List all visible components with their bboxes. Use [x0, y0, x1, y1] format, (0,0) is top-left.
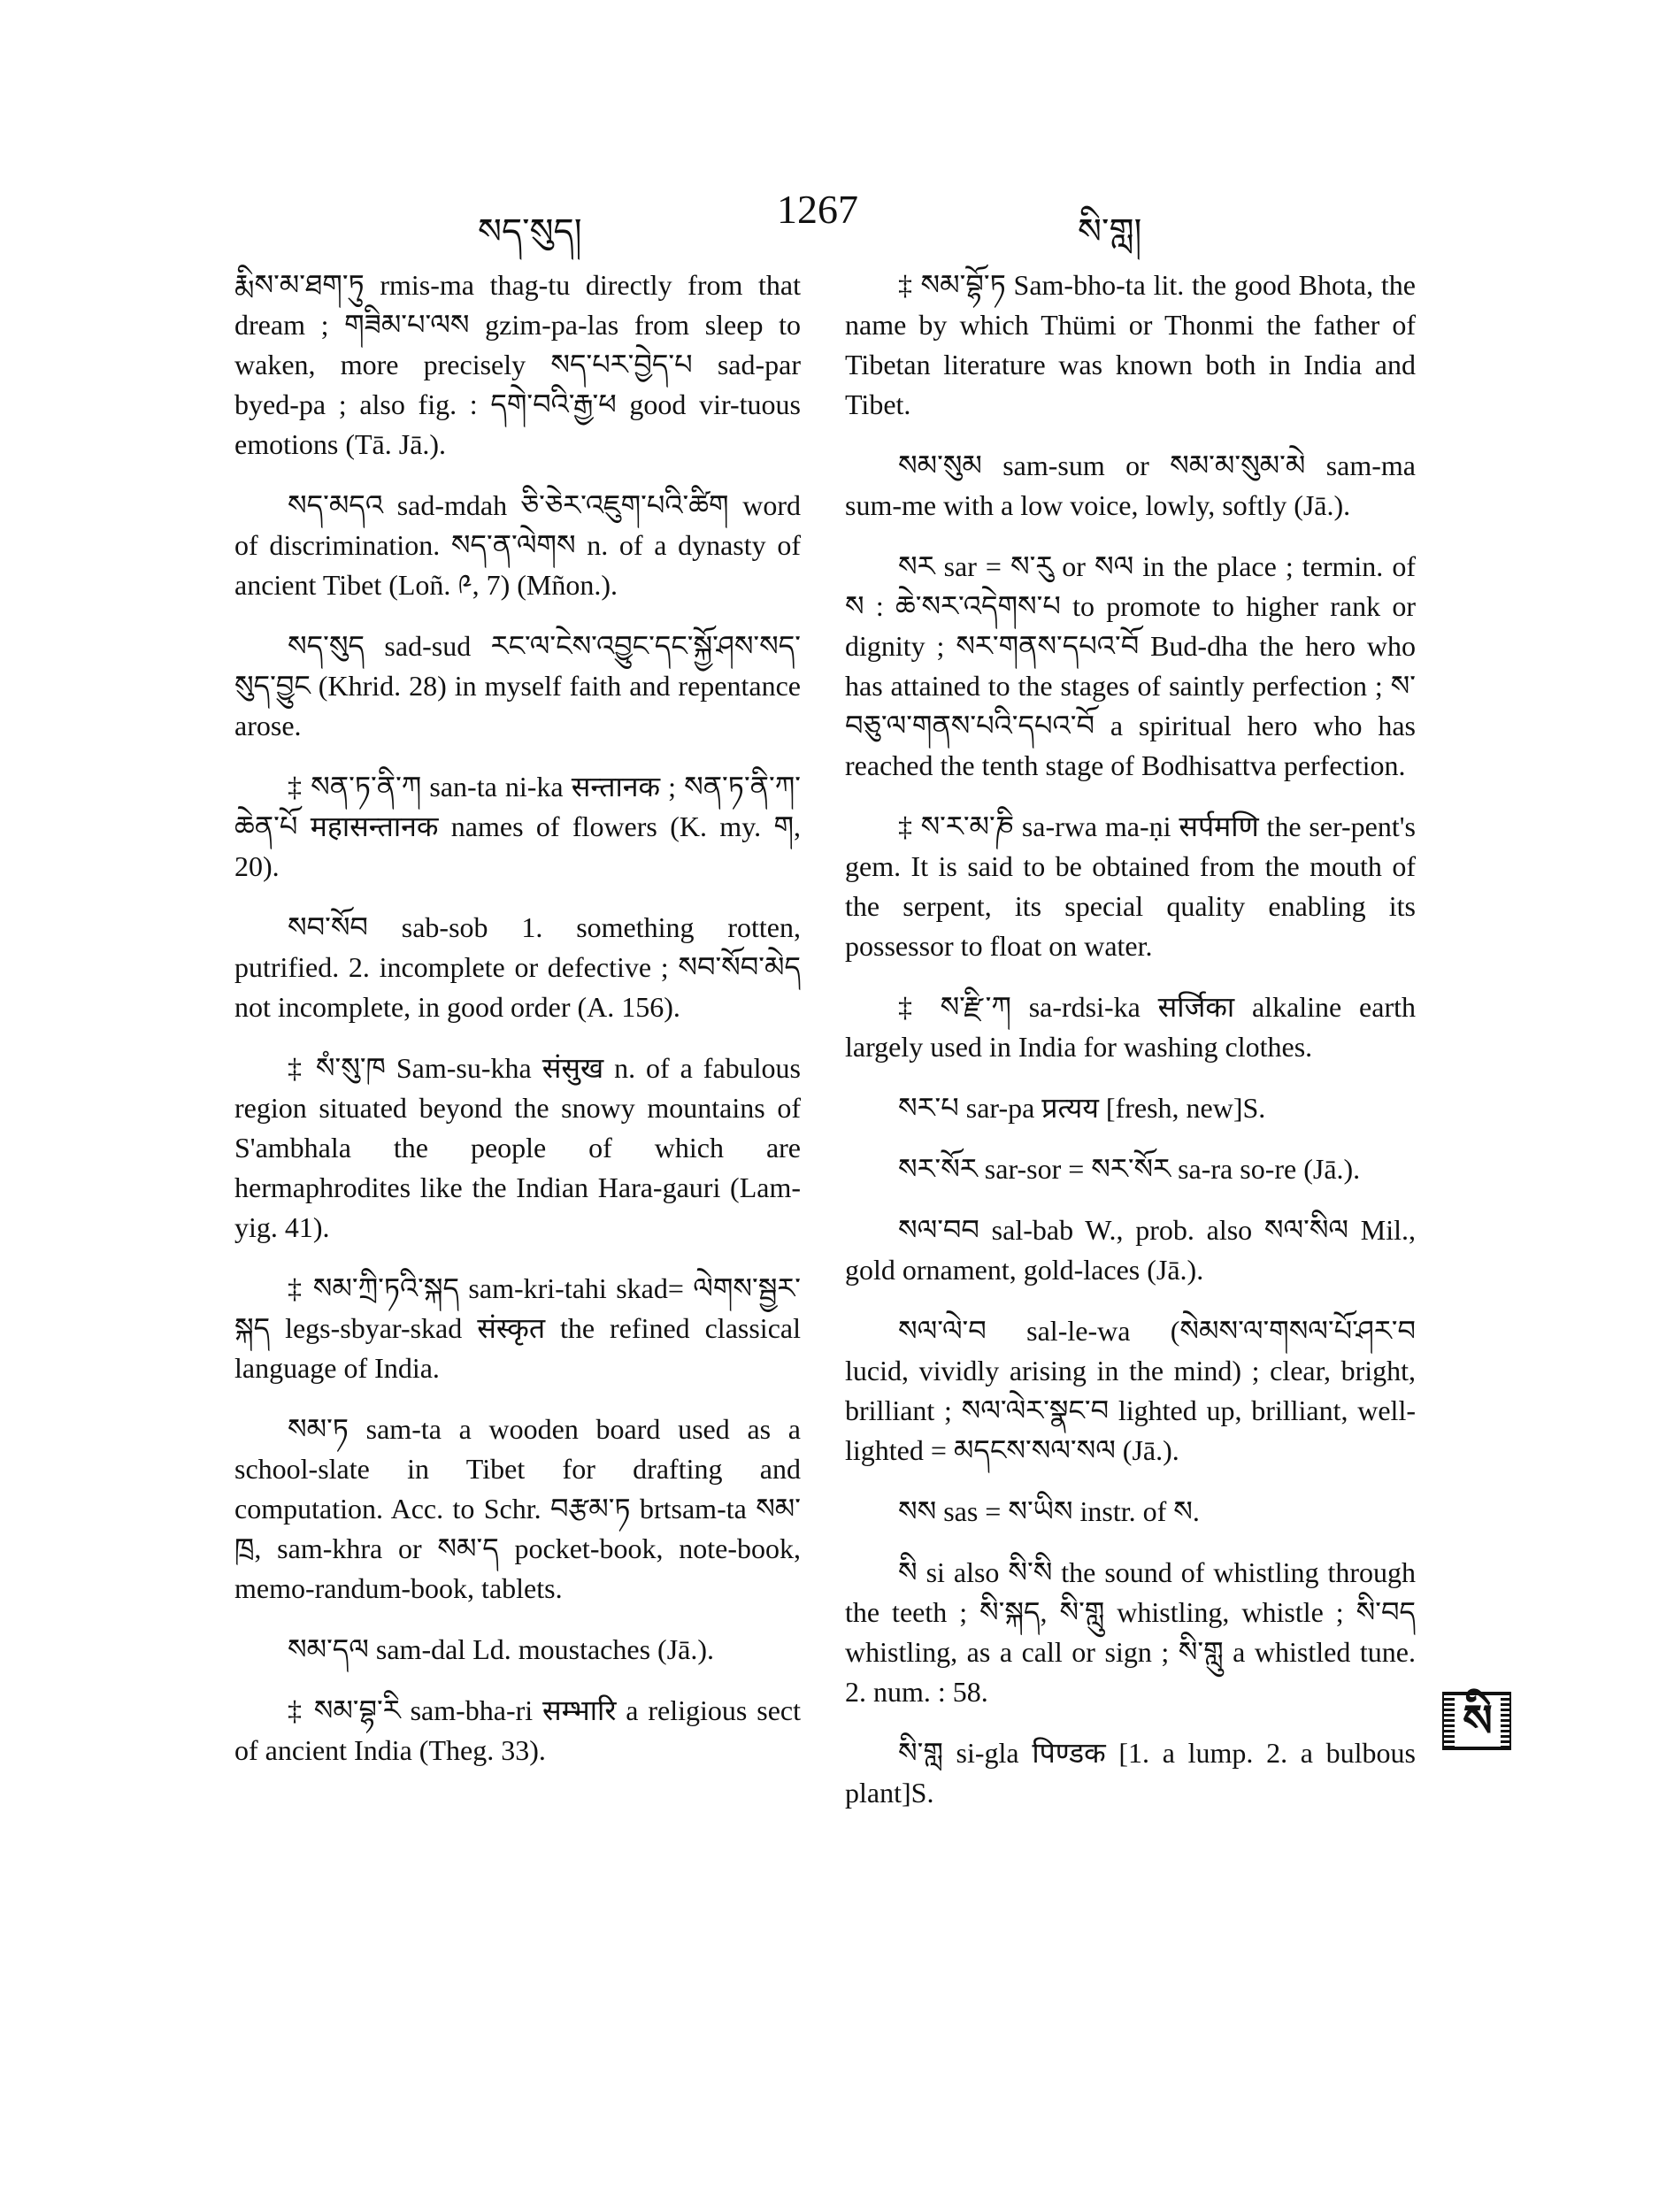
entry: སམ་སུམ sam-sum or སམ་མ་སུམ་མེ sam-ma sum-me with a low voice, lowly, softly (Jā.).: [845, 449, 1416, 521]
thumb-index-letter: སི: [1455, 1695, 1501, 1747]
entry: སི si also སི་སི the sound of whistling through the teeth ; སི་སྐད, སི་གླུ whistling, whistle ; སི་བད whistling, as a call or sign ; སི་གླུ a whistled tune. 2. num. : 58.: [845, 1556, 1416, 1708]
entry: སད་མདའ sad-mdah ཅི་ཅེར་འཇུག་པའི་ཚིག word of discrimination. སད་ན་ལེགས n. of a dynasty of ancient Tibet (Loñ. ༩, 7) (Mñon.).: [234, 489, 801, 601]
thumb-index-tab: [1442, 1692, 1511, 1750]
entry: སར་པ sar-pa प्रत्यय [fresh, new]S.: [898, 1092, 1266, 1124]
entry: སད་སུད sad-sud རང་ལ་ངེས་འབྱུང་དང་སྐྱོ་ཤས་སད་སུད་བྱུང (Khrid. 28) in myself faith and repentance arose.: [234, 630, 801, 741]
entry: ‡ ས་ར་མ་ཎི sa-rwa ma-ṇi सर्पमणि the ser-pent's gem. It is said to be obtained from the mouth of the serpent, its special quality enabling its possessor to float on water.: [845, 810, 1416, 962]
entry: སལ་ལེ་བ sal-le-wa (སེམས་ལ་གསལ་པོ་ཤར་བ lucid, vividly arising in the mind) ; clear, bright, brilliant ; སལ་ལེར་སྣང་བ lighted up, brilliant, well-lighted = མདངས་སལ་སལ (Jā.).: [845, 1315, 1416, 1466]
page-header: [0, 186, 1659, 251]
entry: ‡ སམ་ཀྲི་ཏའི་སྐད sam-kri-tahi skad= ལེགས་སྦྱར་སྐད legs-sbyar-skad संस्कृत the refined classical language of India.: [234, 1272, 801, 1384]
header-left-guide-word: སད་སུད།: [478, 211, 582, 251]
entry: སར་སོར sar-sor = སར་སོར sa-ra so-re (Jā.).: [898, 1153, 1361, 1185]
entry: ‡ སཾ་སུ་ཁ Sam-su-kha संसुख n. of a fabulous region situated beyond the snowy mountains of S'ambhala the people of which are hermaphrodites like the Indian Hara-gauri (Lam-yig. 41).: [234, 1052, 801, 1243]
entry: སབ་སོབ sab-sob 1. something rotten, putrified. 2. incomplete or defective ; སབ་སོབ་མེད not incomplete, in good order (A. 156).: [234, 911, 801, 1023]
entry: སར sar = ས་རུ or སལ in the place ; termin. of ས : ཆེ་སར་འདེགས་པ to promote to higher rank or dignity ; སར་གནས་དཔའ་བོ Bud-dha the hero who has attained to the stages of saintly perfection ; ས་བཅུ་ལ་གནས་པའི་དཔའ་བོ a spiritual hero who has reached the tenth stage of Bodhisattva perfection.: [845, 550, 1416, 781]
entry: སལ་བབ sal-bab W., prob. also སལ་སིལ Mil., gold ornament, gold-laces (Jā.).: [845, 1214, 1416, 1286]
entry: སས sas = ས་ཡིས instr. of ས.: [898, 1495, 1200, 1527]
entry: ‡ ས་རྫི་ཀ sa-rdsi-ka सर्जिका alkaline earth largely used in India for washing clothes.: [845, 991, 1416, 1063]
entry: རྨིས་མ་ཐག་ཏུ rmis-ma thag-tu directly from that dream ; གཟིམ་པ་ལས gzim-pa-las from sleep to waken, more precisely སད་པར་བྱེད་པ sad-par byed-pa ; also fig. : དགེ་བའི་རྒྱ་ཕ good vir-tuous emotions (Tā. Jā.).: [234, 269, 801, 460]
entry: ‡ སམ་བྷ་རི sam-bha-ri सम्भारि a religious sect of ancient India (Theg. 33).: [234, 1694, 801, 1766]
header-right-guide-word: སི་གླ།: [1078, 211, 1142, 251]
entry: སམ་ཏ sam-ta a wooden board used as a school-slate in Tibet for drafting and computation. Acc. to Schr. བརྩམ་ཏ brtsam-ta སམ་ཁྲ, sam-khra or སམ་ད pocket-book, note-book, memo-randum-book, tablets.: [234, 1413, 801, 1604]
left-column: [234, 265, 801, 1792]
page-number: 1267: [777, 187, 858, 232]
entry: སི་གླ si-gla पिण्डक [1. a lump. 2. a bulbous plant]S.: [845, 1737, 1416, 1809]
right-column: [845, 265, 1416, 1834]
entry: ‡ སམ་བྷོ་ཏ Sam-bho-ta lit. the good Bhota, the name by which Thümi or Thonmi the father of Tibetan literature was known both in India and Tibet.: [845, 269, 1416, 420]
entry: སམ་དལ sam-dal Ld. moustaches (Jā.).: [288, 1633, 715, 1665]
entry: ‡ སན་ཏ་ནི་ཀ san-ta ni-ka सन्तानक ; སན་ཏ་ནི་ཀ་ཆེན་པོ महासन्तानक names of flowers (K. my. ག, 20).: [234, 771, 801, 882]
